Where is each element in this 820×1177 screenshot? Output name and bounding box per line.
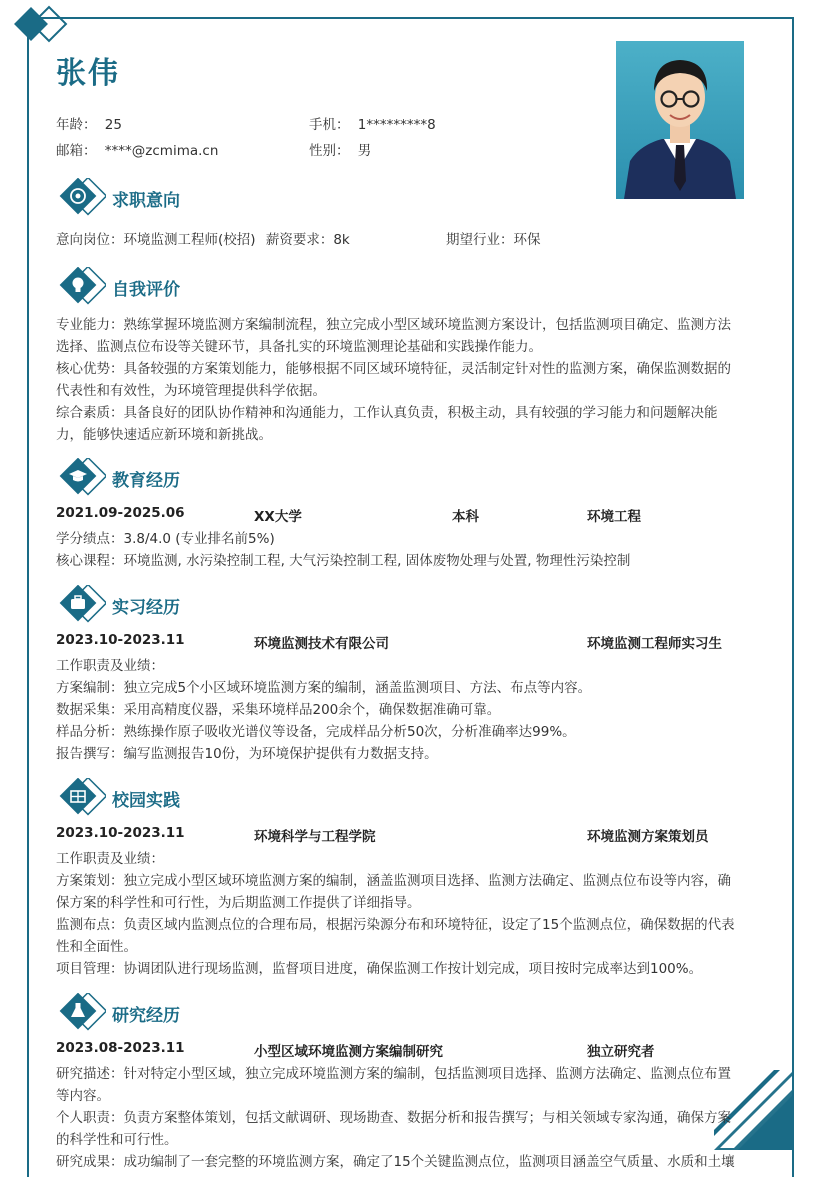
- section-title: 自我评价: [112, 280, 180, 300]
- intent-industry: 期望行业：环保: [446, 232, 541, 248]
- research-project: 小型区域环境监测方案编制研究: [254, 1044, 443, 1060]
- candidate-name: 张伟: [56, 56, 120, 91]
- internship-row: [56, 632, 768, 654]
- campus-line: 保方案的科学性和可行性，为后期监测工作提供了详细指导。: [56, 895, 421, 911]
- research-line: 等内容。: [56, 1088, 110, 1104]
- campus-line: 工作职责及业绩：: [56, 851, 164, 867]
- research-line: 个人职责：负责方案整体策划，包括文献调研、现场勘查、数据分析和报告撰写；与相关领域专家沟通，确保方案: [56, 1110, 731, 1126]
- target-icon: [58, 178, 106, 218]
- phone-field: [309, 113, 436, 133]
- education-row: [56, 505, 768, 527]
- graduation-cap-icon: [58, 458, 106, 498]
- section-title: 实习经历: [112, 598, 180, 618]
- campus-line: 性和全面性。: [56, 939, 137, 955]
- campus-role: 环境监测方案策划员: [587, 829, 709, 845]
- age-field: [56, 113, 122, 133]
- profile-photo: [616, 41, 744, 199]
- section-title: 求职意向: [112, 191, 180, 211]
- building-icon: [58, 778, 106, 818]
- campus-line: 方案策划：独立完成小型区域环境监测方案的编制，涵盖监测项目选择、监测方法确定、监测点位布设等内容，确: [56, 873, 731, 889]
- phone-value: 1*********8: [357, 117, 436, 133]
- intent-salary: 薪资要求：8k: [265, 232, 350, 248]
- campus-period: 2023.10-2023.11: [56, 825, 185, 841]
- research-line: 的科学性和可行性。: [56, 1132, 178, 1148]
- gender-value: 男: [357, 143, 372, 159]
- education-school: XX大学: [254, 509, 302, 525]
- email-field: [56, 139, 218, 159]
- internship-company: 环境监测技术有限公司: [254, 636, 389, 652]
- internship-line: 方案编制：独立完成5个小区域环境监测方案的编制，涵盖监测项目、方法、布点等内容。: [56, 680, 592, 696]
- flask-icon: [58, 993, 106, 1033]
- research-role: 独立研究者: [587, 1044, 655, 1060]
- self-eval-line: 力，能够快速适应新环境和新挑战。: [56, 427, 272, 443]
- gender-field: [309, 139, 371, 159]
- internship-role: 环境监测工程师实习生: [587, 636, 722, 652]
- self-eval-line: 核心优势：具备较强的方案策划能力，能够根据不同区域环境特征，灵活制定针对性的监测方案，确保监测数据的: [56, 361, 731, 377]
- research-line: 研究描述：针对特定小型区域，独立完成环境监测方案的编制，包括监测项目选择、监测方法确定、监测点位布置: [56, 1066, 731, 1082]
- self-eval-line: 综合素质：具备良好的团队协作精神和沟通能力，工作认真负责，积极主动，具有较强的学习能力和问题解决能: [56, 405, 718, 421]
- internship-line: 工作职责及业绩：: [56, 658, 164, 674]
- education-degree: 本科: [452, 509, 479, 525]
- research-line: 研究成果：成功编制了一套完整的环境监测方案，确定了15个关键监测点位，监测项目涵盖空气质量、水质和土壤: [56, 1154, 735, 1170]
- education-courses: 核心课程：环境监测, 水污染控制工程, 大气污染控制工程, 固体废物处理与处置, 物理性污染控制: [56, 553, 631, 569]
- intent-row: [56, 229, 768, 251]
- education-major: 环境工程: [587, 509, 641, 525]
- briefcase-icon: [58, 585, 106, 625]
- campus-line: 监测布点：负责区域内监测点位的合理布局，根据污染源分布和环境特征，设定了15个监测点位，确保数据的代表: [56, 917, 735, 933]
- intent-position: 意向岗位：环境监测工程师(校招): [56, 232, 256, 248]
- section-title: 教育经历: [112, 471, 180, 491]
- campus-row: [56, 825, 768, 847]
- education-period: 2021.09-2025.06: [56, 505, 185, 521]
- self-eval-line: 选择、监测点位布设等关键环节，具备扎实的环境监测理论基础和实践操作能力。: [56, 339, 542, 355]
- internship-line: 数据采集：采用高精度仪器，采集环境样品200余个，确保数据准确可靠。: [56, 702, 501, 718]
- research-period: 2023.08-2023.11: [56, 1040, 185, 1056]
- self-eval-line: 专业能力：熟练掌握环境监测方案编制流程，独立完成小型区域环境监测方案设计，包括监测项目确定、监测方法: [56, 317, 731, 333]
- age-label: 年龄：: [56, 117, 97, 133]
- bulb-icon: [58, 267, 106, 307]
- research-row: [56, 1040, 768, 1062]
- age-value: 25: [104, 117, 122, 133]
- phone-label: 手机：: [309, 117, 350, 133]
- email-label: 邮箱：: [56, 143, 97, 159]
- self-eval-line: 代表性和有效性，为环境管理提供科学依据。: [56, 383, 326, 399]
- section-title: 研究经历: [112, 1006, 180, 1026]
- education-gpa: 学分绩点：3.8/4.0 (专业排名前5%): [56, 531, 275, 547]
- internship-line: 样品分析：熟练操作原子吸收光谱仪等设备，完成样品分析50次，分析准确率达99%。: [56, 724, 576, 740]
- section-title: 校园实践: [112, 791, 180, 811]
- internship-line: 报告撰写：编写监测报告10份，为环境保护提供有力数据支持。: [56, 746, 438, 762]
- internship-period: 2023.10-2023.11: [56, 632, 185, 648]
- campus-org: 环境科学与工程学院: [254, 829, 376, 845]
- gender-label: 性别：: [309, 143, 350, 159]
- email-value: ****@zcmima.cn: [104, 143, 219, 159]
- campus-line: 项目管理：协调团队进行现场监测，监督项目进度，确保监测工作按计划完成，项目按时完成率达到100%。: [56, 961, 703, 977]
- corner-diamond-decoration: [10, 5, 80, 45]
